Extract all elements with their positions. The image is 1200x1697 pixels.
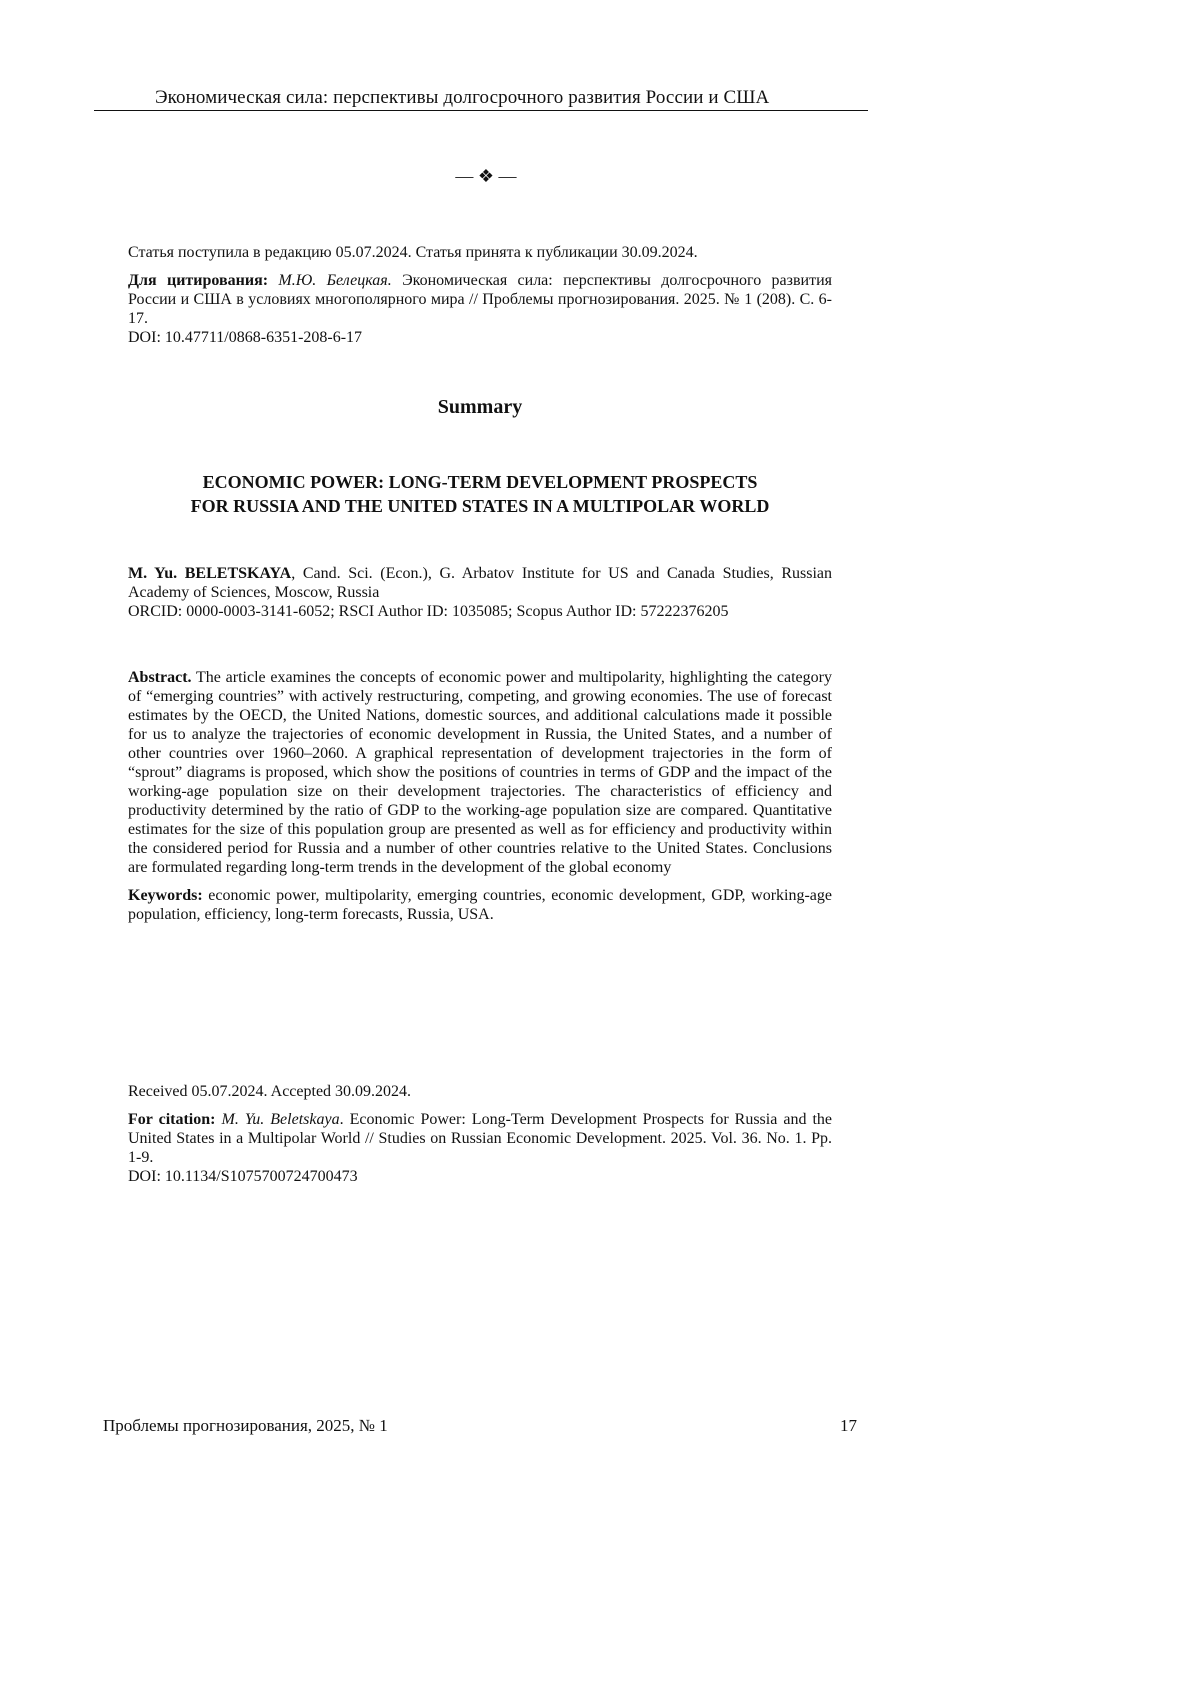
- running-title: Экономическая сила: перспективы долгосрочного развития России и США: [155, 87, 770, 108]
- author-affiliation: , Cand. Sci. (Econ.), G. Arbatov Institute for US and Canada Studies, Russian Academy of Sciences, Moscow, Russia: [128, 565, 833, 601]
- citation-ru: [128, 271, 832, 328]
- received-accepted-en: Received 05.07.2024. Accepted 30.09.2024.: [128, 1083, 412, 1100]
- article-title: [128, 470, 832, 518]
- english-metadata: [128, 1082, 832, 1186]
- keywords-text: economic power, multipolarity, emerging countries, economic development, GDP, working-age population, efficiency, long-term forecasts, Russia, USA.: [128, 887, 832, 923]
- abstract: [128, 668, 832, 877]
- doi-en: DOI: 10.1134/S1075700724700473: [128, 1168, 358, 1185]
- russian-metadata: [128, 243, 832, 347]
- author-info: [128, 564, 832, 621]
- author-identifiers: ORCID: 0000-0003-3141-6052; RSCI Author ID: 1035085; Scopus Author ID: 57222376205: [128, 603, 729, 620]
- doi-ru: DOI: 10.47711/0868-6351-208-6-17: [128, 329, 363, 346]
- summary-heading: Summary: [437, 396, 523, 418]
- citation-label-ru: Для цитирования:: [128, 272, 269, 289]
- abstract-label: Abstract.: [128, 669, 192, 686]
- citation-author-en: M. Yu. Beletskaya: [221, 1111, 340, 1128]
- author-name: M. Yu. BELETSKAYA: [128, 565, 292, 582]
- citation-text-en: . Economic Power: Long-Term Development Prospects for Russia and the United States in a Multipolar World // Studies on Russian Economic Development. 2025. Vol. 36. No. 1. Pp. 1-9.: [128, 1111, 833, 1166]
- abstract-section: [128, 668, 832, 924]
- citation-author-ru: М.Ю. Белецкая.: [278, 272, 392, 289]
- footer-journal: Проблемы прогнозирования, 2025, № 1: [103, 1416, 388, 1435]
- abstract-text: The article examines the concepts of economic power and multipolarity, highlighting the category of “emerging countries” with actively restructuring, competing, and growing economies. The use of forecast estimates by the OECD, the United Nations, domestic sources, and additional calculations made it possible for us to analyze the trajectories of economic development in Russia, the United States, and a number of other countries over 1960–2060. A graphical representation of development trajectories in the form of “sprout” diagrams is proposed, which show the positions of countries in terms of GDP and the impact of the working-age population size on their development trajectories. The characteristics of efficiency and productivity determined by the ratio of GDP to the working-age population size are compared. Quantitative estimates for the size of this population group are presented as well as for efficiency and productivity within the considered period for Russia and a number of other countries relative to the United States. Conclusions are formulated regarding long-term trends in the development of the global economy: [128, 669, 832, 876]
- keywords: [128, 886, 832, 924]
- citation-text-ru: Экономическая сила: перспективы долгосрочного развития России и США в условиях многополярного мира // Проблемы прогнозирования. 2025. № 1 (208). С. 6-17.: [128, 272, 832, 327]
- article-title-line-1: ECONOMIC POWER: LONG-TERM DEVELOPMENT PROSPECTS: [202, 472, 758, 492]
- article-title-line-2: FOR RUSSIA AND THE UNITED STATES IN A MULTIPOLAR WORLD: [190, 496, 770, 516]
- citation-label-en: For citation:: [128, 1111, 216, 1128]
- page-number: 17: [840, 1416, 857, 1435]
- received-accepted-ru: Статья поступила в редакцию 05.07.2024. Статья принята к публикации 30.09.2024.: [128, 244, 698, 261]
- header-rule: [94, 110, 868, 111]
- citation-en: [128, 1110, 832, 1167]
- keywords-label: Keywords:: [128, 887, 203, 904]
- section-ornament: — ❖ —: [455, 166, 517, 186]
- author-line: [128, 564, 832, 602]
